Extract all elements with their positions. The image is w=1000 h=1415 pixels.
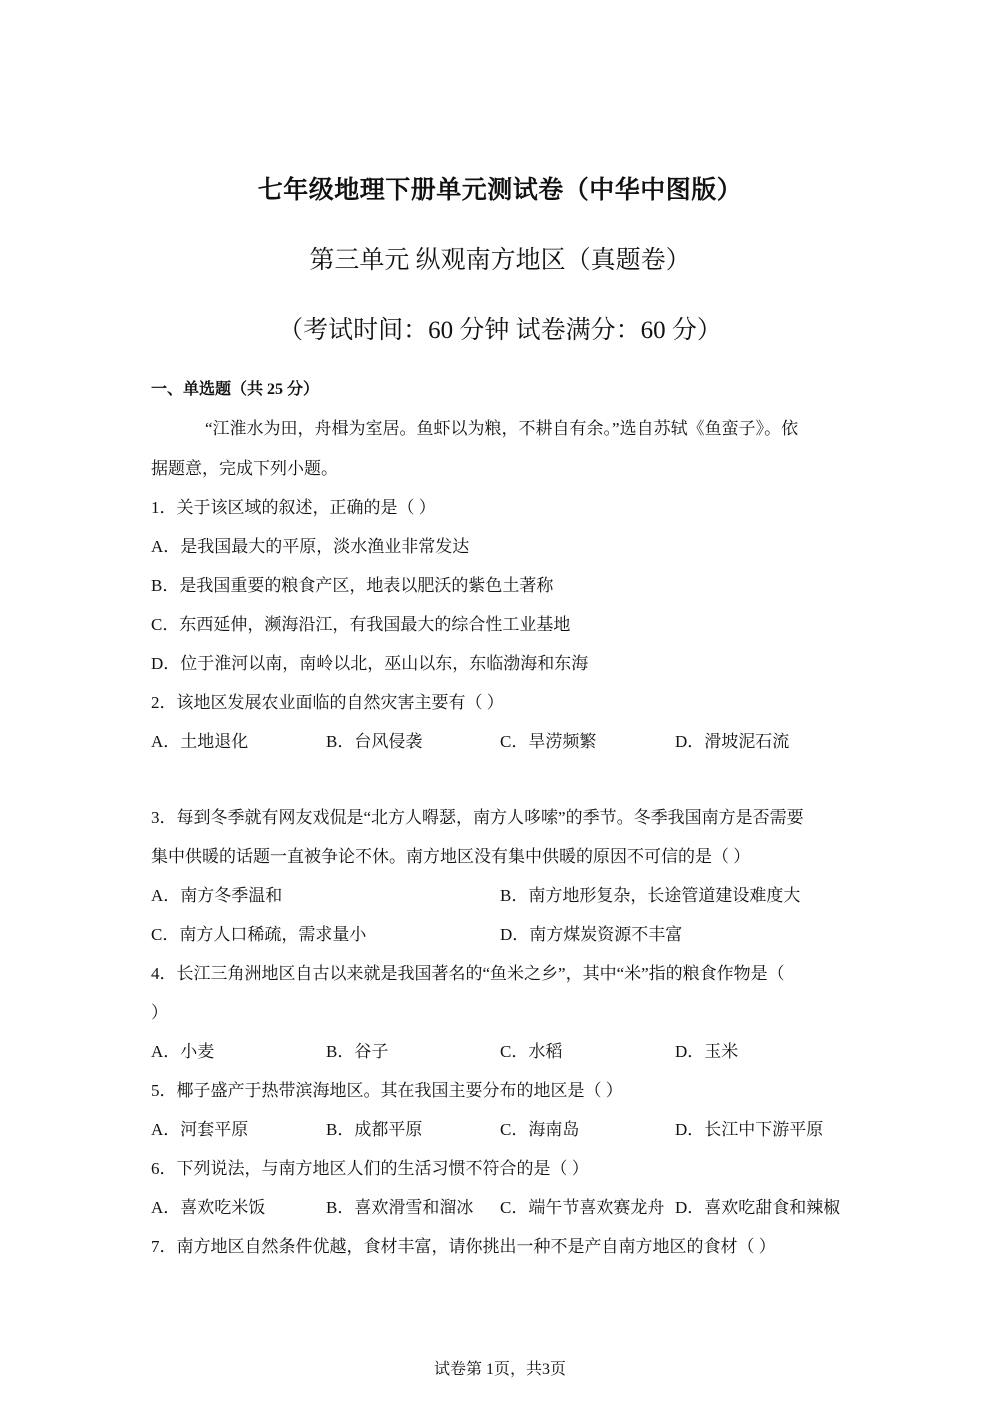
- question-5-option-d: D．长江中下游平原: [675, 1120, 824, 1139]
- question-1-stem: 1．关于该区域的叙述，正确的是（ ）: [151, 498, 436, 517]
- question-3-stem-line-1: 3．每到冬季就有网友戏侃是“北方人嘚瑟，南方人哆嗦”的季节。冬季我国南方是否需要: [151, 808, 804, 827]
- question-4-stem-line-1: 4．长江三角洲地区自古以来就是我国著名的“鱼米之乡”，其中“米”指的粮食作物是（: [151, 964, 785, 983]
- question-1-option-d: D．位于淮河以南，南岭以北，巫山以东，东临渤海和东海: [151, 654, 589, 673]
- question-2-option-c: C．旱涝频繁: [500, 732, 597, 751]
- intro-text-line-1: “江淮水为田，舟楫为室居。鱼虾以为粮，不耕自有余。”选自苏轼《鱼蛮子》。依: [205, 419, 799, 438]
- exam-title: 七年级地理下册单元测试卷（中华中图版）: [257, 177, 743, 204]
- page-number-footer: 试卷第 1页，共3页: [433, 1361, 566, 1378]
- question-3-option-a: A．南方冬季温和: [151, 886, 283, 905]
- question-1-option-c: C．东西延伸，濒海沿江，有我国最大的综合性工业基地: [151, 615, 571, 634]
- exam-info: （考试时间：60 分钟 试卷满分：60 分）: [278, 317, 722, 344]
- question-7-stem: 7．南方地区自然条件优越，食材丰富，请你挑出一种不是产自南方地区的食材（ ）: [151, 1237, 776, 1256]
- question-3-option-b: B．南方地形复杂，长途管道建设难度大: [500, 886, 801, 905]
- question-2-option-b: B．台风侵袭: [326, 732, 423, 751]
- question-2-stem: 2．该地区发展农业面临的自然灾害主要有（ ）: [151, 693, 504, 712]
- question-3-option-d: D．南方煤炭资源不丰富: [500, 925, 683, 944]
- question-5-option-a: A．河套平原: [151, 1120, 249, 1139]
- question-5-option-c: C．海南岛: [500, 1120, 580, 1139]
- question-6-option-c: C．端午节喜欢赛龙舟: [500, 1198, 665, 1217]
- question-3-stem-line-2: 集中供暖的话题一直被争论不休。南方地区没有集中供暖的原因不可信的是（ ）: [151, 847, 751, 866]
- question-4-option-d: D．玉米: [675, 1042, 739, 1061]
- section-heading: 一、单选题（共 25 分）: [151, 381, 320, 398]
- question-3-option-c: C．南方人口稀疏，需求量小: [151, 925, 367, 944]
- question-4-option-b: B．谷子: [326, 1042, 389, 1061]
- unit-subtitle: 第三单元 纵观南方地区（真题卷）: [309, 247, 691, 274]
- question-5-stem: 5．椰子盛产于热带滨海地区。其在我国主要分布的地区是（ ）: [151, 1081, 623, 1100]
- question-4-option-a: A．小麦: [151, 1042, 215, 1061]
- question-6-option-d: D．喜欢吃甜食和辣椒: [675, 1198, 841, 1217]
- question-4-stem-line-2: ）: [151, 1003, 168, 1022]
- question-6-stem: 6．下列说法，与南方地区人们的生活习惯不符合的是（ ）: [151, 1159, 589, 1178]
- question-2-option-d: D．滑坡泥石流: [675, 732, 790, 751]
- question-1-option-a: A．是我国最大的平原，淡水渔业非常发达: [151, 537, 470, 556]
- intro-text-line-2: 据题意，完成下列小题。: [151, 459, 338, 478]
- question-1-option-b: B．是我国重要的粮食产区，地表以肥沃的紫色土著称: [151, 576, 554, 595]
- question-6-option-b: B．喜欢滑雪和溜冰: [326, 1198, 474, 1217]
- question-2-option-a: A．土地退化: [151, 732, 249, 751]
- question-4-option-c: C．水稻: [500, 1042, 563, 1061]
- question-5-option-b: B．成都平原: [326, 1120, 423, 1139]
- question-6-option-a: A．喜欢吃米饭: [151, 1198, 266, 1217]
